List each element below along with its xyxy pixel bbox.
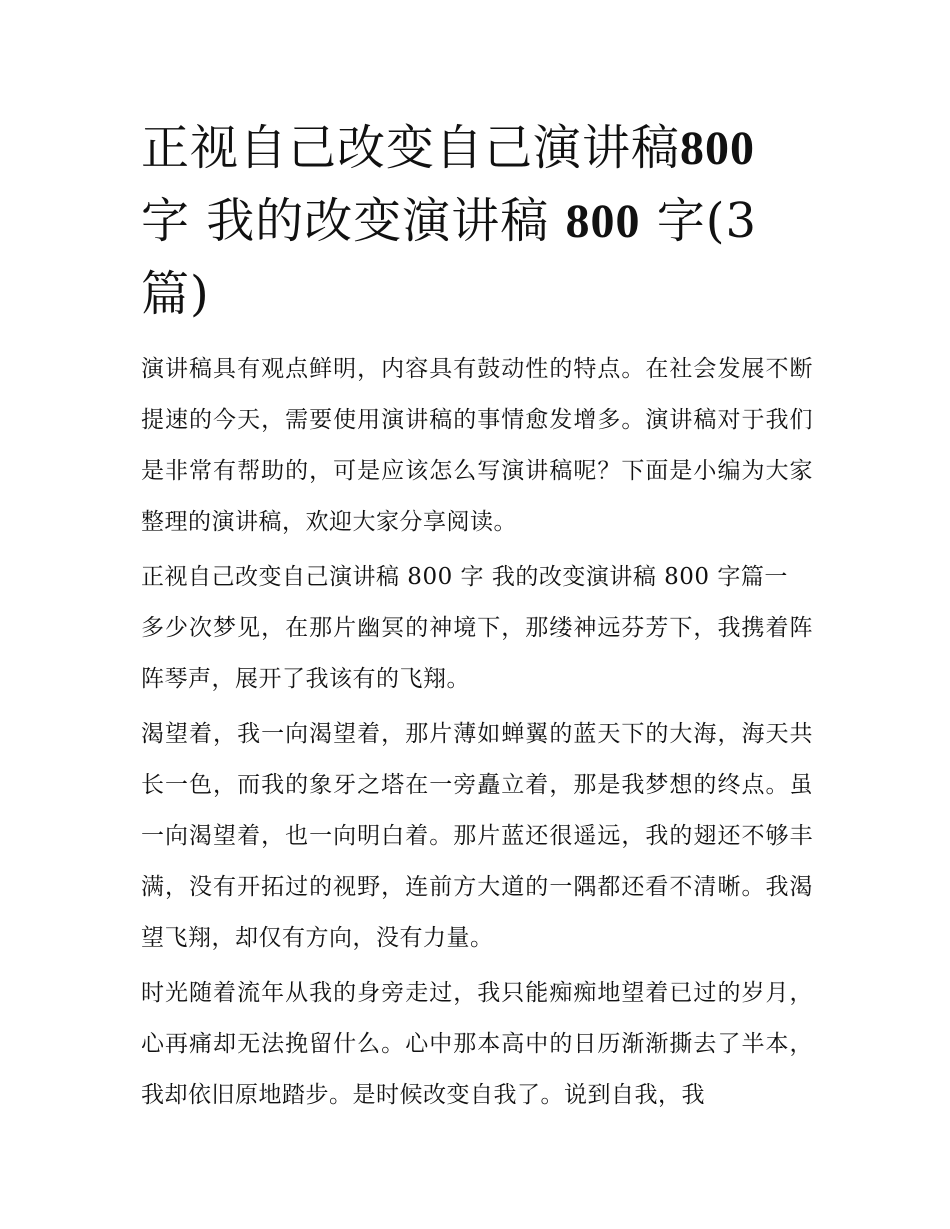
title-number-2: 800 <box>565 195 641 248</box>
body-paragraph-1: 多少次梦见，在那片幽冥的神境下，那缕神远芬芳下，我携着阵阵琴声，展开了我该有的飞翔。 <box>141 615 813 692</box>
body-paragraph-3: 时光随着流年从我的身旁走过，我只能痴痴地望着已过的岁月，心再痛却无法挽留什么。心中那本高中的日历渐渐撕去了半本，我却依旧原地踏步。是时候改变自我了。说到自我，我 <box>141 980 813 1108</box>
document-title <box>141 112 813 330</box>
title-number-1: 800 <box>680 122 756 175</box>
title-text-1: 正视自己改变自己演讲稿 <box>141 120 681 176</box>
title-text-3: 字(3 <box>656 193 758 249</box>
title-text-4: 篇) <box>141 266 210 322</box>
body-paragraph-2: 渴望着，我一向渴望着，那片薄如蝉翼的蓝天下的大海，海天共长一色，而我的象牙之塔在一旁矗立着，那是我梦想的终点。虽一向渴望着，也一向明白着。那片蓝还很遥远，我的翅还不够丰满，没有开拓过的视野，连前方大道的一隅都还看不清晰。我渴望飞翔，却仅有方向，没有力量。 <box>141 721 813 951</box>
intro-paragraph: 演讲稿具有观点鲜明，内容具有鼓动性的特点。在社会发展不断提速的今天，需要使用演讲稿的事情愈发增多。演讲稿对于我们是非常有帮助的，可是应该怎么写演讲稿呢？下面是小编为大家整理的演讲稿，欢迎大家分享阅读。 <box>141 356 813 535</box>
section-heading: 正视自己改变自己演讲稿 800 字 我的改变演讲稿 800 字篇一 <box>141 564 788 590</box>
title-text-2: 字 我的改变演讲稿 <box>141 193 550 249</box>
document-body <box>141 112 813 1125</box>
